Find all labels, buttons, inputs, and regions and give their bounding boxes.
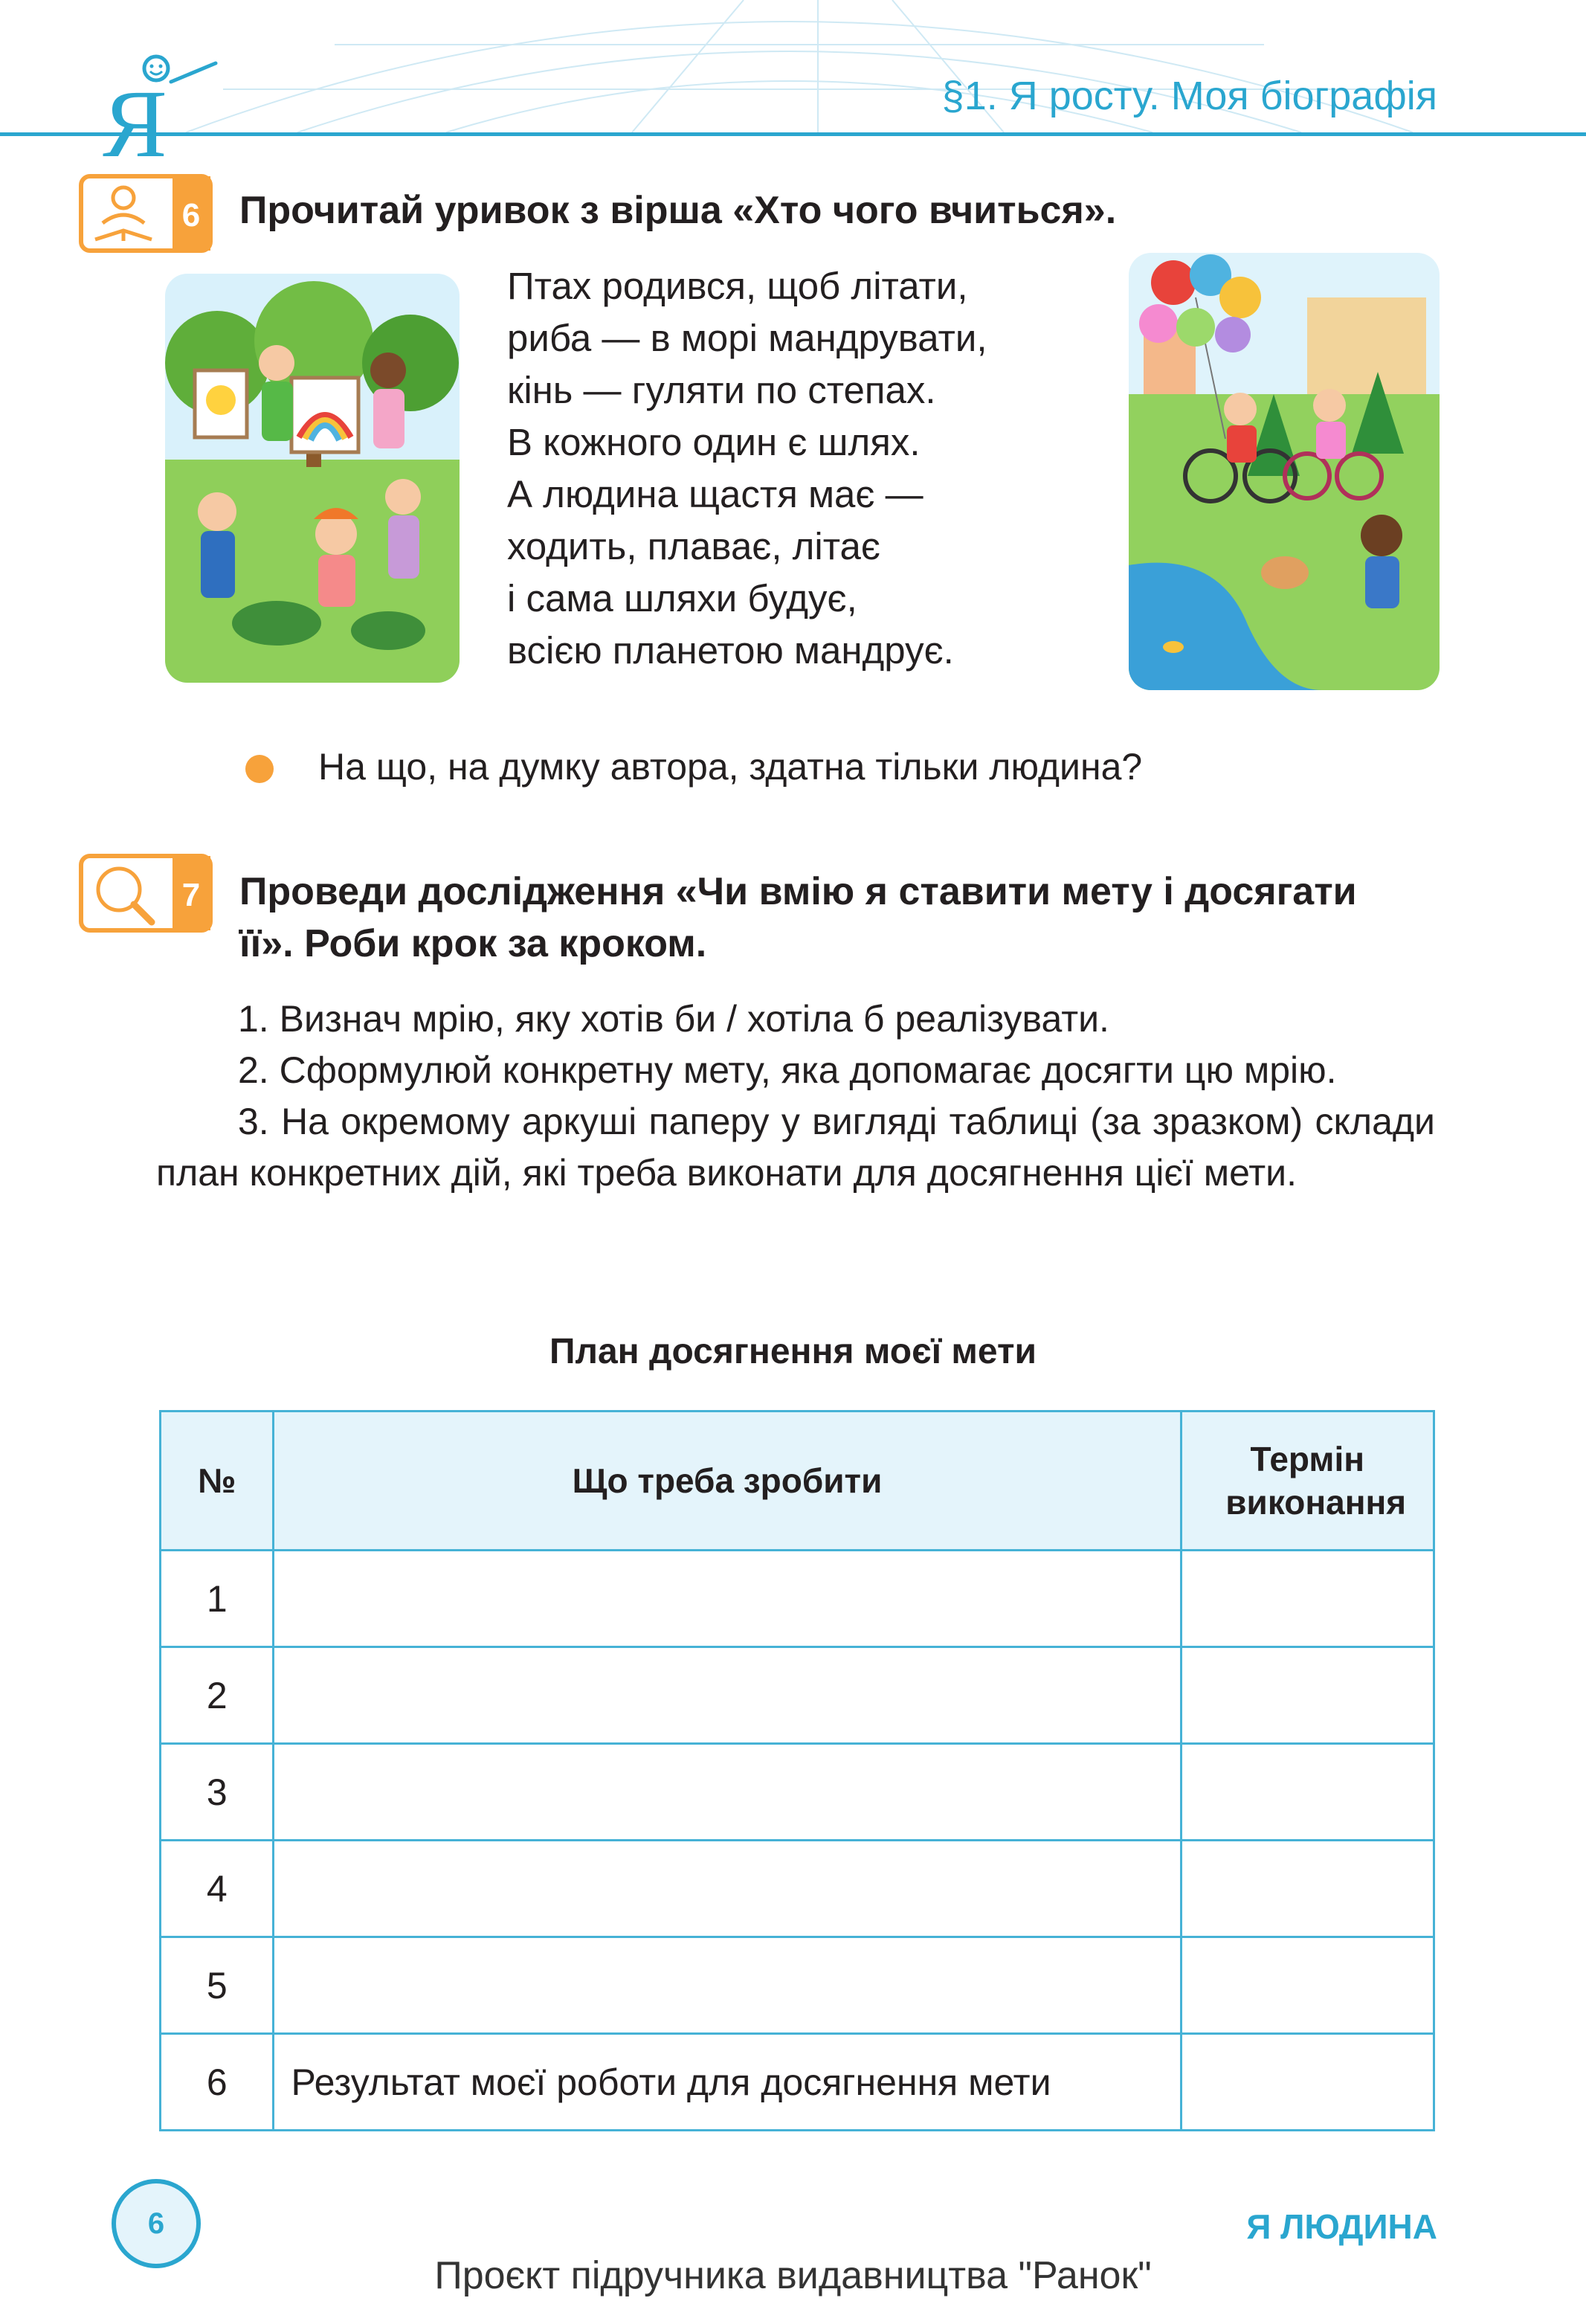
row-task-cell[interactable] [274, 1937, 1181, 2034]
table-row [161, 1551, 1434, 1647]
row-deadline-cell[interactable] [1181, 1744, 1434, 1841]
row-task-text: Результат моєї роботи для досягнення мети [291, 2061, 1051, 2103]
poem-line: всією планетою мандрує. [507, 629, 954, 672]
task-6-question: На що, на думку автора, здатна тільки людина? [318, 746, 1143, 788]
table-row [161, 1647, 1434, 1744]
table-row [161, 2034, 1434, 2131]
poem-line: і сама шляхи будує, [507, 577, 857, 619]
task-6-badge [79, 174, 213, 253]
poem-line: Птах родився, щоб літати, [507, 265, 968, 307]
step-2: 2. Сформулюй конкретну мету, яка допомагає досягти цю мрію. [238, 1049, 1337, 1091]
column-header-deadline-text: Термін виконання [1225, 1440, 1407, 1522]
row-number: 2 [161, 1647, 274, 1744]
poem-excerpt [507, 260, 987, 677]
children-painting-illustration [165, 274, 460, 683]
column-header-deadline [1181, 1412, 1434, 1551]
row-number: 4 [161, 1841, 274, 1937]
row-task-text [274, 1965, 291, 2006]
row-task-text [274, 1868, 291, 1910]
row-deadline-cell[interactable] [1181, 1937, 1434, 2034]
row-number: 1 [161, 1551, 274, 1647]
task-7-title-line-2: її». Роби крок за кроком. [239, 922, 707, 965]
publisher-note: Проєкт підручника видавництва "Ранок" [434, 2254, 1152, 2297]
task-7-badge [79, 854, 213, 933]
step-1: 1. Визнач мрію, яку хотів би / хотіла б реалізувати. [238, 998, 1109, 1040]
column-header-task: Що треба зробити [274, 1412, 1181, 1551]
row-deadline-cell[interactable] [1181, 1551, 1434, 1647]
poem-line: кінь — гуляти по степах. [507, 369, 936, 411]
table-header-row [161, 1412, 1434, 1551]
table-caption: План досягнення моєї мети [549, 1332, 1037, 1371]
row-task-cell[interactable] [274, 1744, 1181, 1841]
bullet-dot-icon [245, 755, 274, 783]
table-row [161, 1841, 1434, 1937]
row-task-cell[interactable] [274, 1647, 1181, 1744]
logo-letter: Я [103, 71, 167, 171]
park-activities-illustration [1129, 253, 1440, 690]
goal-plan-table [159, 1410, 1435, 2131]
step-3: 3. На окремому аркуші паперу у вигляді таблиці (за зразком) склади план конкретних дій, які треба виконати для досягнення цієї мети. [156, 1101, 1435, 1194]
column-header-number: № [161, 1412, 274, 1551]
row-number: 6 [161, 2034, 274, 2131]
row-task-cell[interactable] [274, 2034, 1181, 2131]
poem-line: риба — в морі мандрувати, [507, 317, 987, 359]
task-7-number: 7 [181, 877, 201, 913]
poem-line: А людина щастя має — [507, 473, 923, 515]
row-deadline-cell[interactable] [1181, 1647, 1434, 1744]
table-row [161, 1744, 1434, 1841]
section-title: §1. Я росту. Моя біографія [941, 74, 1437, 118]
row-task-text [274, 1675, 291, 1716]
smiley-ya-logo [89, 45, 231, 171]
row-deadline-cell[interactable] [1181, 1841, 1434, 1937]
row-task-cell[interactable] [274, 1841, 1181, 1937]
row-task-text [274, 1771, 291, 1813]
row-task-cell[interactable] [274, 1551, 1181, 1647]
task-7-steps [156, 994, 1435, 1199]
row-number: 3 [161, 1744, 274, 1841]
row-task-text [274, 1578, 291, 1620]
task-6-title: Прочитай уривок з вірша «Хто чого вчиться». [239, 189, 1117, 232]
section-name: Я ЛЮДИНА [1246, 2207, 1437, 2246]
row-number: 5 [161, 1937, 274, 2034]
row-deadline-cell[interactable] [1181, 2034, 1434, 2131]
page-number: 6 [147, 2207, 165, 2240]
table-row [161, 1937, 1434, 2034]
poem-line: ходить, плаває, літає [507, 525, 880, 567]
task-6-number: 6 [181, 197, 201, 234]
task-7-title-line-1: Проведи дослідження «Чи вмію я ставити мету і досягати [239, 870, 1357, 913]
poem-line: В кожного один є шлях. [507, 421, 921, 463]
header-rule [0, 132, 1586, 136]
